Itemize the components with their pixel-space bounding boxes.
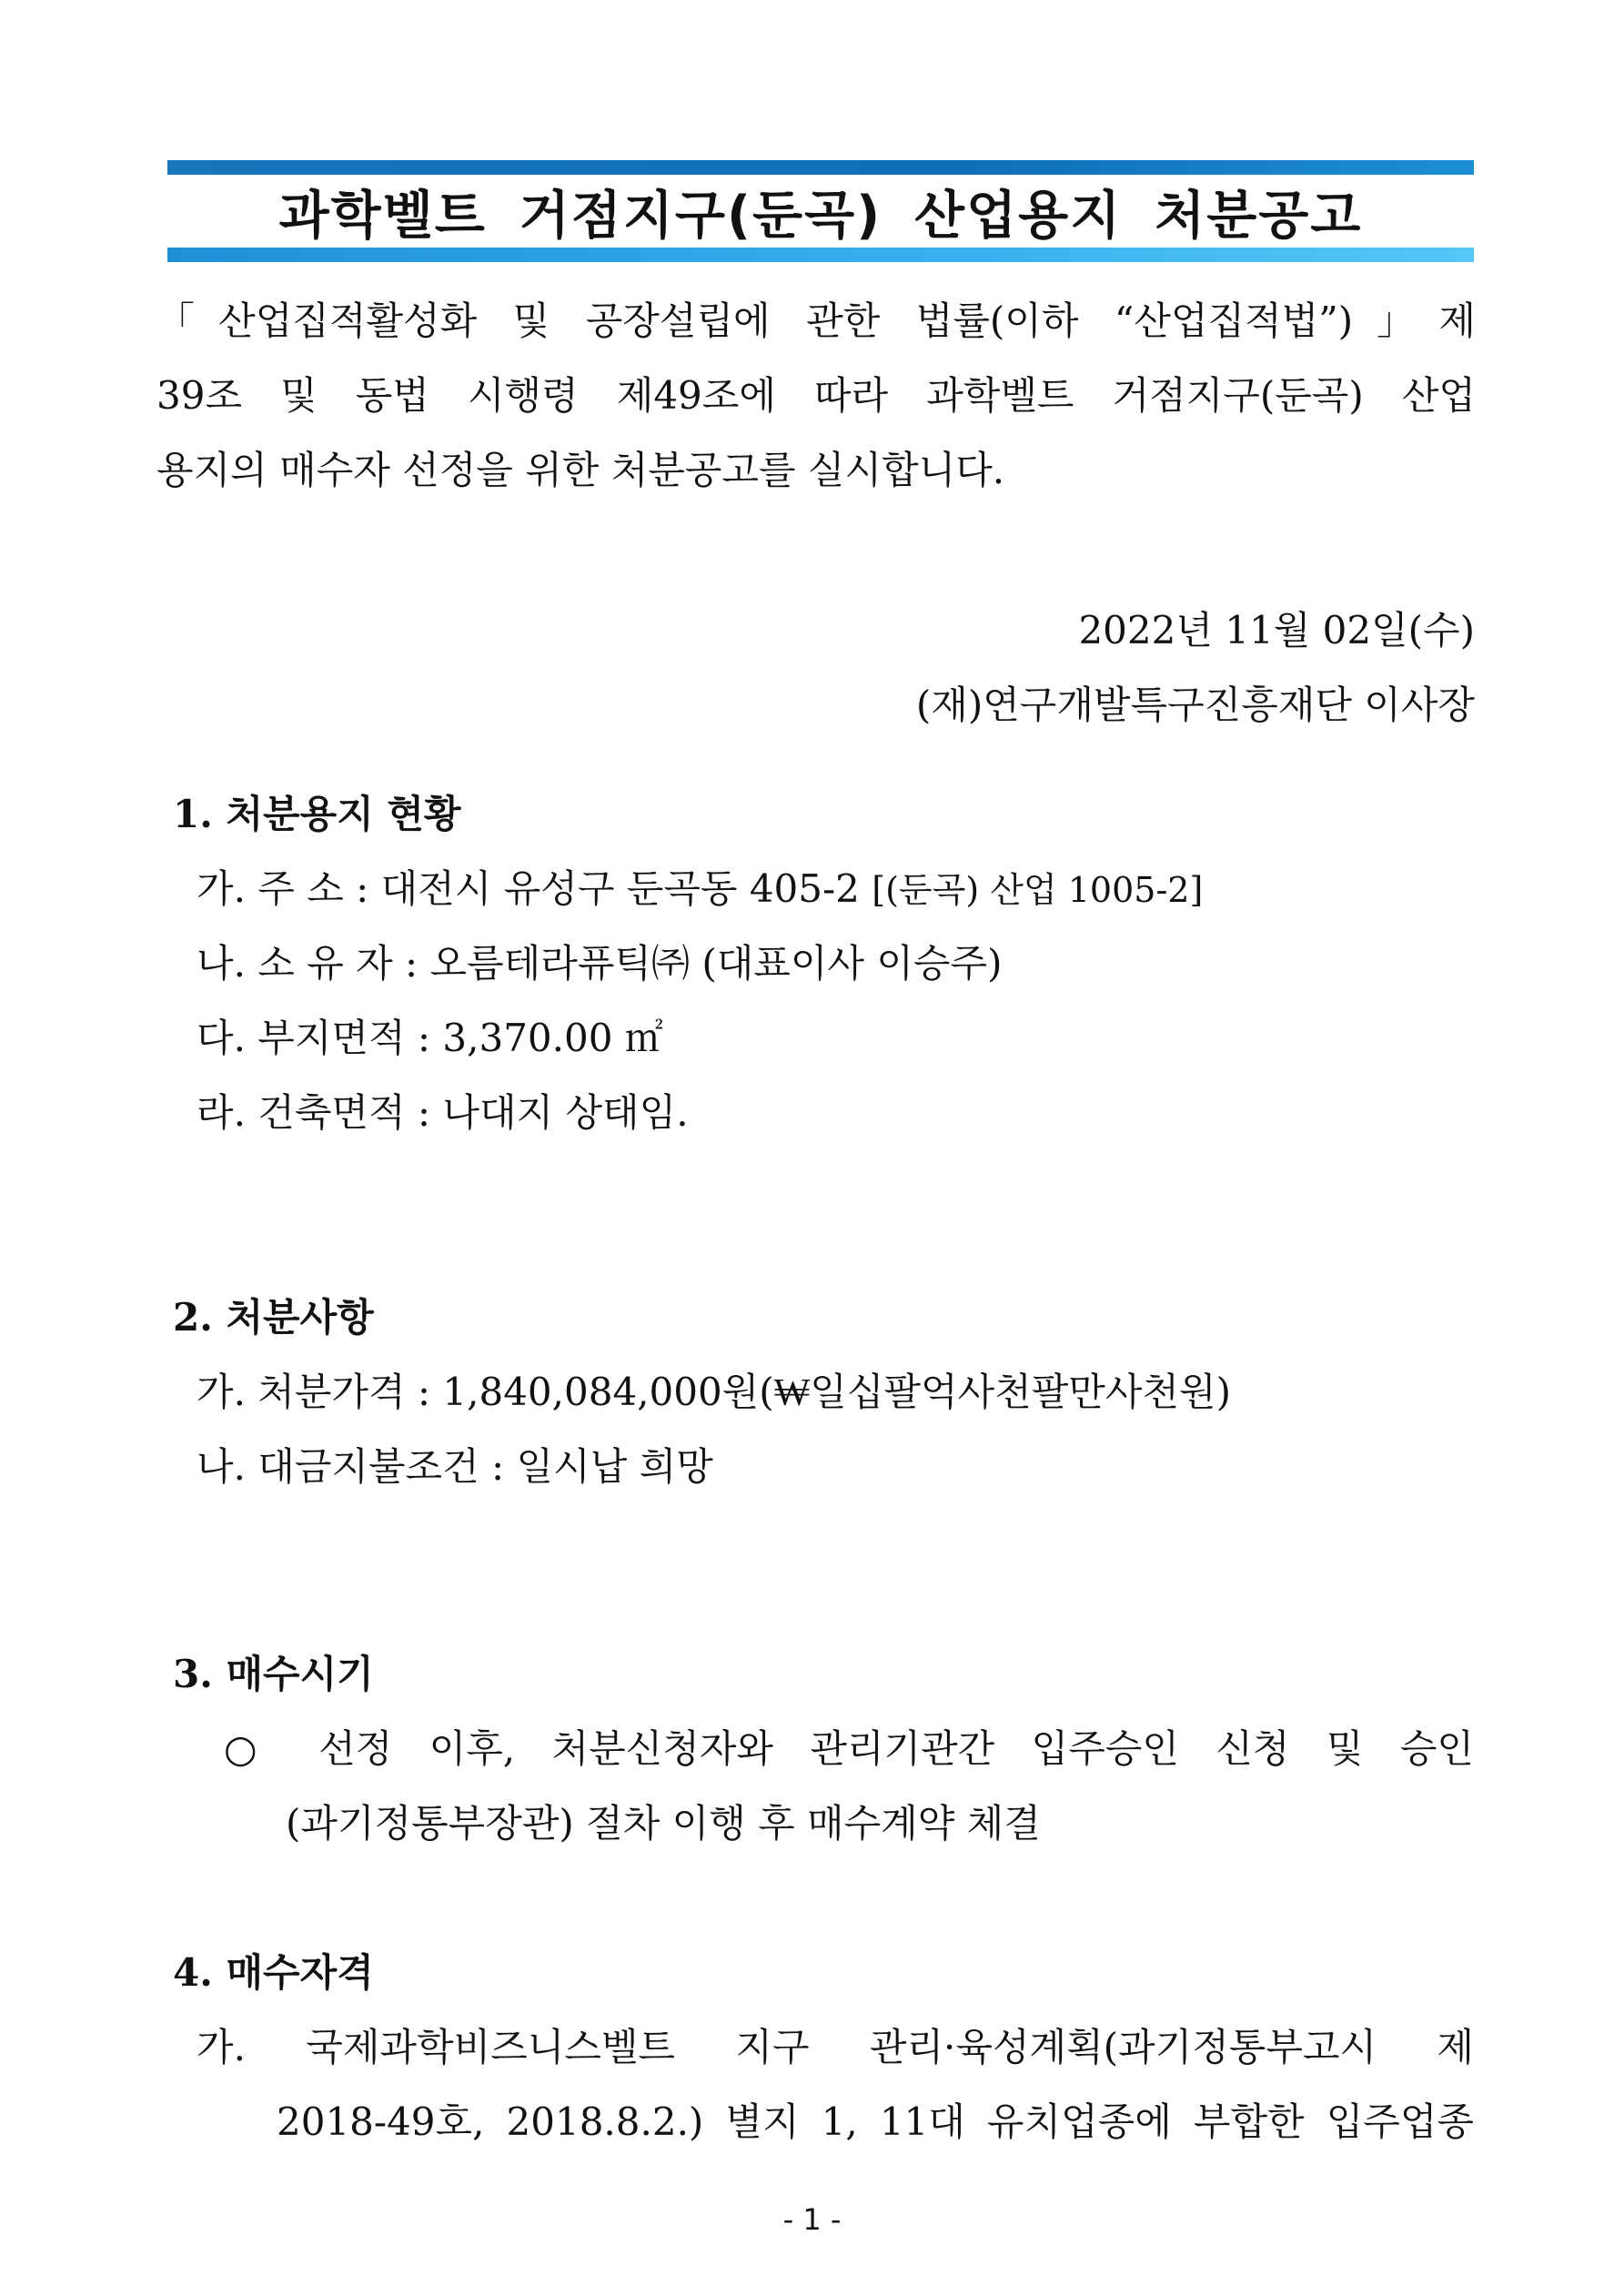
intro-line: 39조 및 동법 시행령 제49조에 따라 과학벨트 거점지구(둔곡) 산업 bbox=[156, 373, 1476, 418]
land-address bbox=[197, 859, 1203, 914]
page-number: - 1 - bbox=[782, 2202, 842, 2237]
section-4-heading: 4. 매수자격 bbox=[173, 1950, 374, 1995]
eligibility-line-1: 가. 국제과학비즈니스벨트 지구 관리·육성계획(과기정통부고시 제 bbox=[197, 2025, 1474, 2069]
notice-date: 2022년 11월 02일(수) bbox=[1078, 608, 1475, 652]
eligibility-line-2: 2018-49호, 2018.8.2.) 별지 1, 11대 유치업종에 부합한 입주업종 bbox=[277, 2099, 1474, 2144]
section-3-heading: 3. 매수시기 bbox=[173, 1652, 374, 1696]
intro-line: 용지의 매수자 선정을 위한 처분공고를 실시합니다. bbox=[156, 448, 1005, 492]
disposal-price: 가. 처분가격 : 1,840,084,000원(₩일십팔억사천팔만사천원) bbox=[197, 1370, 1231, 1414]
title-bar-bottom bbox=[167, 248, 1474, 262]
title-bar-top bbox=[167, 160, 1474, 175]
document-title: 과학벨트 거점지구(둔곡) 산업용지 처분공고 bbox=[278, 186, 1363, 246]
section-2-heading: 2. 처분사항 bbox=[173, 1295, 374, 1340]
purchase-timing-line-1: ○ 선정 이후, 처분신청자와 관리기관간 입주승인 신청 및 승인 bbox=[224, 1726, 1474, 1771]
payment-terms: 나. 대금지불조건 : 일시납 희망 bbox=[197, 1444, 713, 1489]
address-value: 대전시 유성구 둔곡동 405-2 bbox=[380, 866, 873, 911]
building-area: 라. 건축면적 : 나대지 상태임. bbox=[197, 1090, 689, 1135]
purchase-timing-line-2: (과기정통부장관) 절차 이행 후 매수계약 체결 bbox=[286, 1801, 1041, 1846]
land-owner: 나. 소 유 자 : 오름테라퓨틱㈜ (대표이사 이승주) bbox=[197, 941, 1003, 986]
land-area: 다. 부지면적 : 3,370.00 ㎡ bbox=[197, 1016, 663, 1060]
intro-line: 「산업집적활성화 및 공장설립에 관한 법률(이하 “산업집적법”)」제 bbox=[156, 298, 1476, 343]
address-note: [(둔곡) 산업 1005-2] bbox=[872, 870, 1204, 910]
notice-issuer: (재)연구개발특구진흥재단 이사장 bbox=[915, 683, 1475, 727]
section-1-heading: 1. 처분용지 현황 bbox=[173, 792, 461, 836]
intro-paragraph bbox=[156, 284, 1476, 508]
address-label: 가. 주 소 : bbox=[197, 866, 381, 911]
